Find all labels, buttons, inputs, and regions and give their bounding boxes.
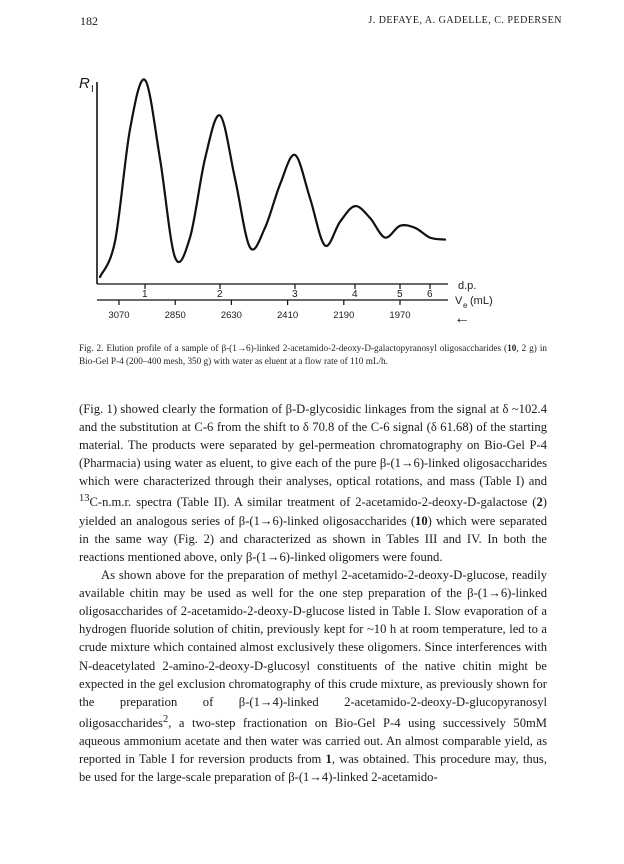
y-axis-label bbox=[79, 75, 94, 95]
dp-tick-label: 6 bbox=[427, 289, 433, 300]
dp-tick-label: 1 bbox=[142, 289, 148, 300]
p2-compound-1: 1 bbox=[325, 752, 332, 767]
ve-tick-label: 2190 bbox=[333, 310, 355, 321]
y-axis-label-main: R bbox=[79, 75, 90, 92]
figure-caption bbox=[79, 342, 547, 367]
ve-axis-label-unit: (mL) bbox=[470, 295, 493, 307]
ve-axis-label-sub: e bbox=[463, 301, 468, 310]
dp-axis-ticks bbox=[142, 284, 433, 300]
dp-tick-label: 5 bbox=[397, 289, 403, 300]
caption-text-2: , 2 g) in Bio-Gel P-4 (200–400 mesh, 350 g) with water as eluent at a flow rate of 110 mL/h. bbox=[79, 343, 547, 366]
p2-text-a: As shown above for the preparation of methyl 2-acetamido-2-deoxy-D-glucose, readily available chitin may be used as well for the one step preparation of the β-(1→6)-linked oligosaccharides of 2-acetamido-2-deoxy-D-glucose listed in Table I. Slow evaporation of a hydrogen fluoride solution of chitin, previously kept for ~10 h at room temperature, led to a crude mixture which contained almost exclusively these oligomers. Since interferences with N-deacetylated 2-amino-2-deoxy-D-glucosyl constituents of the native chitin might be expected in the gel exclusion chromatography of this crude mixture, as previously shown for the preparation of β-(1→4)-linked 2-acetamido-2-deoxy-D-glucopyranosyl oligosaccharides bbox=[79, 568, 547, 730]
p2-superscript: 2 bbox=[162, 713, 169, 725]
running-head: J. DEFAYE, A. GADELLE, C. PEDERSEN bbox=[368, 15, 562, 26]
elution-direction-arrow-icon: ← bbox=[454, 310, 470, 327]
ve-tick-label: 2850 bbox=[164, 310, 186, 321]
page-number: 182 bbox=[80, 14, 98, 28]
ve-axis-ticks bbox=[108, 300, 410, 321]
paragraph-2 bbox=[79, 566, 547, 786]
p1-text-a: (Fig. 1) showed clearly the formation of β-D-glycosidic linkages from the signal at δ ~102.4 and the substitution at C-6 from the shift to δ 70.8 of the C-6 signal (δ 61.68) of the starting material. The products were separated by gel-permeation chromatography on Bio-Gel P-4 (Pharmacia) using water as eluent, to give each of the pure β-(1→6)-linked oligosaccharides which were characterized through their analyses, optical rotations, and mass (Table I) and bbox=[79, 402, 547, 489]
p1-text-d: ) which were separated in the same way (Fig. 2) and characterized as shown in Tables III and IV. In both the reactions mentioned above, only β-(1→6)-linked oligomers were found. bbox=[79, 513, 547, 564]
p1-text-b: C-n.m.r. spectra (Table II). A similar treatment of 2-acetamido-2-deoxy-D-galactose ( bbox=[89, 495, 537, 510]
dp-tick-label: 4 bbox=[352, 289, 358, 300]
p1-compound-10: 10 bbox=[415, 513, 428, 528]
caption-label: Fig. 2. bbox=[79, 343, 104, 353]
ve-tick-label: 2410 bbox=[277, 310, 299, 321]
elution-curve bbox=[100, 79, 445, 277]
caption-text-1: Elution profile of a sample of β-(1→6)-linked 2-acetamido-2-deoxy-D-galactopyranosyl oligosaccharides ( bbox=[103, 343, 508, 353]
y-axis-label-sub: I bbox=[91, 84, 94, 95]
ve-tick-label: 3070 bbox=[108, 310, 130, 321]
ve-axis-label bbox=[455, 295, 493, 310]
paragraph-1 bbox=[79, 400, 547, 566]
dp-tick-label: 2 bbox=[217, 289, 223, 300]
ve-axis-label-main: V bbox=[455, 295, 463, 307]
dp-axis-label: d.p. bbox=[458, 280, 477, 292]
dp-tick-label: 3 bbox=[292, 289, 298, 300]
p1-superscript: 13 bbox=[79, 493, 90, 505]
elution-profile-figure bbox=[0, 0, 624, 340]
p2-text-b: , a two-step fractionation on Bio-Gel P-4 using successively 50mM aqueous ammonium acetate and then water was carried out. An almost comparable yield, as reported in Table I for reversion products from bbox=[79, 715, 547, 767]
p1-text-c: ) yielded an analogous series of β-(1→6)-linked oligosaccharides ( bbox=[79, 495, 547, 528]
p1-compound-2: 2 bbox=[536, 495, 543, 510]
body-text bbox=[79, 400, 547, 786]
ve-tick-label: 1970 bbox=[389, 310, 411, 321]
ve-tick-label: 2630 bbox=[220, 310, 242, 321]
p2-text-c: , was obtained. This procedure may, thus, be used for the large-scale preparation of β-(1→4)-linked 2-acetamido- bbox=[79, 752, 547, 785]
caption-compound: 10 bbox=[507, 343, 517, 353]
